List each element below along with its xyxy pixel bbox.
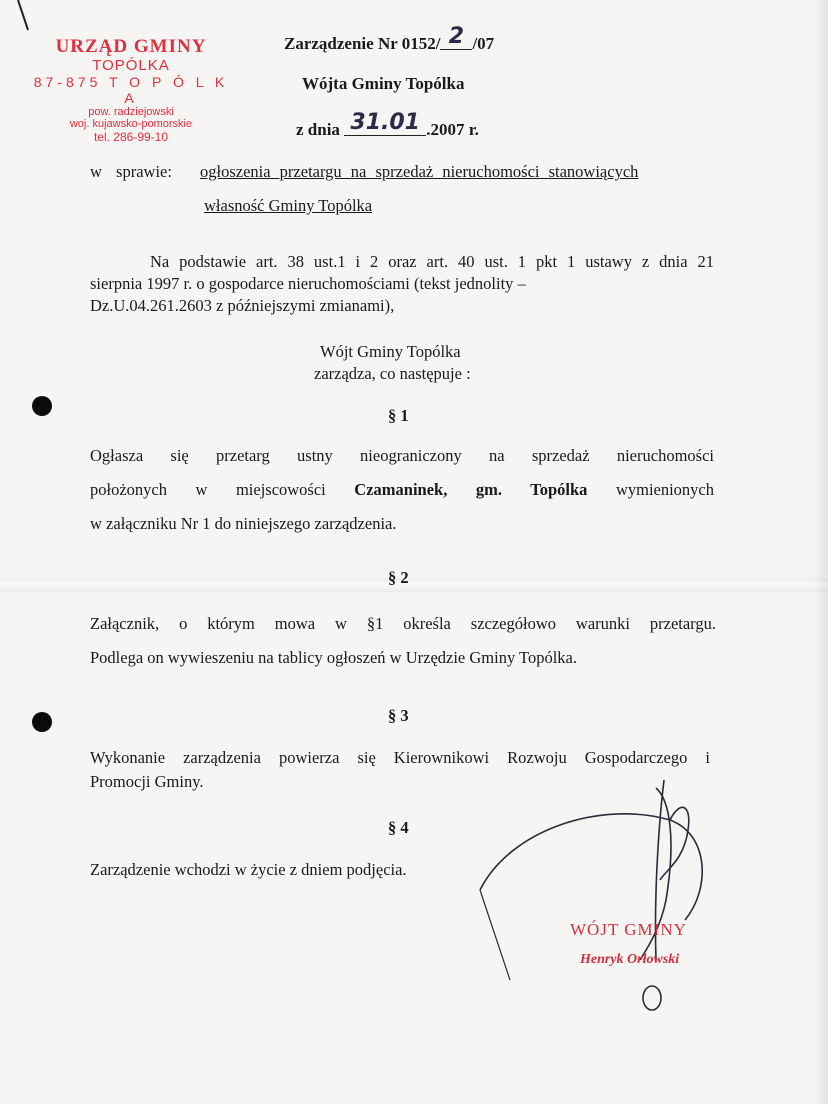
section-3-line-2: Promocji Gminy. [90,772,204,791]
section-1-line-3: w załączniku Nr 1 do niniejszego zarządzenia. [90,514,397,533]
mayor-title: WÓJT GMINY [570,920,687,939]
date-handwritten: 31.01 [344,110,426,136]
stamp-line-6: tel. 286-99-10 [93,130,169,144]
section-1-line-2 [90,480,714,500]
stamp-line-4: pow. radziejowski [88,106,174,118]
subject-line-1: ogłoszenia przetargu na sprzedaż nieruchomości stanowiących [200,162,639,181]
punch-hole-top [32,396,52,416]
stamp-line-2: TOPÓLKA [92,57,170,74]
stamp-line-3: 87-875 T O P Ó L K A [33,74,229,106]
paper-edge [814,0,828,1104]
section-1-text-c: wymienionych [615,480,715,499]
section-3-line-1: Wykonanie zarządzenia powierza się Kierownikowi Rozwoju Gospodarczego i [90,748,710,767]
section-2-line-2: Podlega on wywieszeniu na tablicy ogłoszeń w Urzędzie Gminy Topólka. [90,648,577,667]
basis-line-2: sierpnia 1997 r. o gospodarce nieruchomościami (tekst jednolity – [90,274,526,293]
date-prefix: z dnia [296,120,340,139]
subject-label: w sprawie: [90,162,172,181]
order-handwritten: 2 [440,24,472,50]
section-1-title: § 1 [388,406,409,425]
stamp-line-5: woj. kujawsko-pomorskie [69,118,193,130]
office-stamp [26,36,236,144]
decree-line-2: zarządza, co następuje : [314,364,471,383]
section-2-line-1: Załącznik, o którym mowa w §1 określa szczegółowo warunki przetargu. [90,614,716,633]
order-date [296,110,479,142]
subject-line-2: własność Gminy Topólka [204,196,373,215]
paper-fold [0,578,828,592]
section-3-title: § 3 [388,706,409,725]
section-1-line-1: Ogłasza się przetarg ustny nieograniczony na sprzedaż nieruchomości [90,446,714,465]
stamp-line-1: URZĄD GMINY [55,36,207,57]
issuer: Wójta Gminy Topólka [302,74,465,93]
mayor-name: Henryk Orłowski [580,952,680,967]
order-number [284,24,495,56]
mayor-stamp [570,920,687,968]
basis-line-1: Na podstawie art. 38 ust.1 i 2 oraz art. 40 ust. 1 pkt 1 ustawy z dnia 21 [150,252,714,271]
decree-line-1: Wójt Gminy Topólka [320,342,461,361]
section-2-title: § 2 [388,568,409,587]
order-suffix: /07 [472,34,495,53]
section-1-location: Czamaninek, gm. Topólka [354,480,588,499]
order-prefix: Zarządzenie Nr 0152/ [284,34,441,53]
basis-line-3: Dz.U.04.261.2603 z późniejszymi zmianami), [90,296,395,315]
handwritten-signature [470,760,730,1020]
section-4-title: § 4 [388,818,409,837]
punch-hole-bottom [32,712,52,732]
section-4-line-1: Zarządzenie wchodzi w życie z dniem podjęcia. [90,860,407,879]
section-1-text-a: położonych w miejscowości [90,480,326,499]
date-suffix: .2007 r. [426,120,479,139]
